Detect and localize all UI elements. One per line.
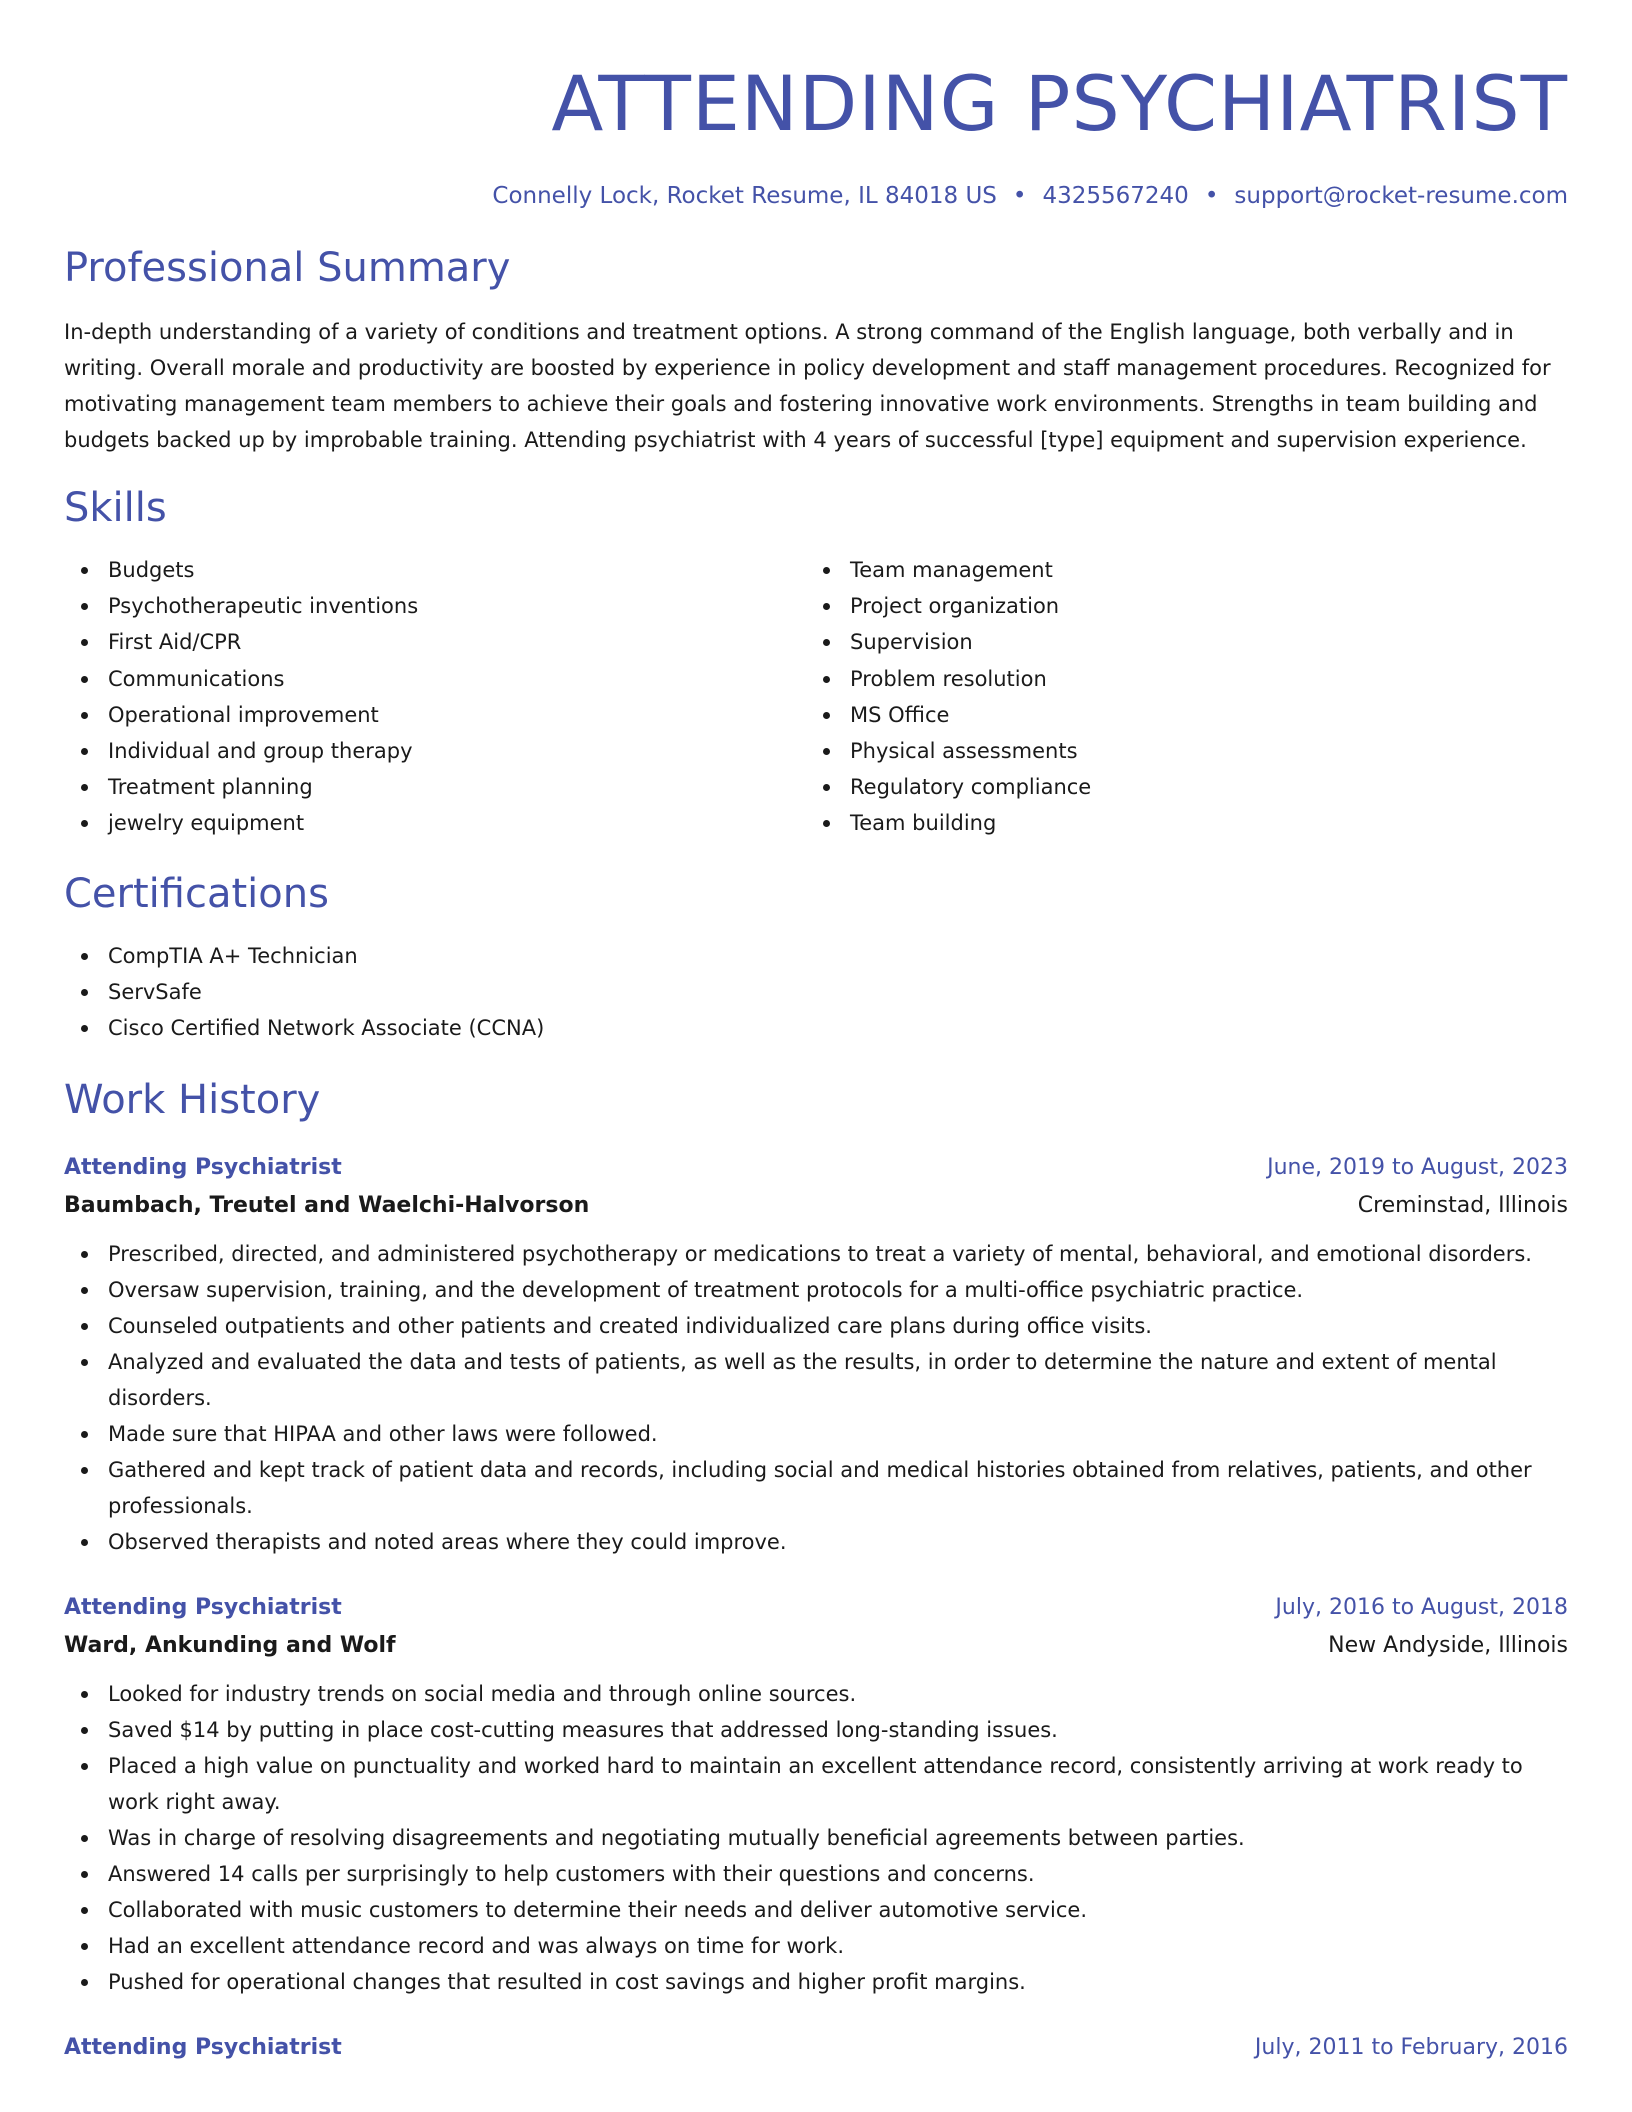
- skill-item: Communications: [64, 661, 806, 697]
- job-duty-item: Oversaw supervision, training, and the development of treatment protocols for a multi-office psychiatric practice.: [64, 1272, 1568, 1308]
- certification-item: Cisco Certified Network Associate (CCNA): [64, 1010, 1568, 1046]
- job-entry: [64, 2030, 1568, 2066]
- job-role-row: [64, 2030, 1568, 2066]
- job-duty-item: Placed a high value on punctuality and worked hard to maintain an excellent attendance record, consistently arriving at work ready to work right away.: [64, 1748, 1568, 1820]
- job-duty-item: Looked for industry trends on social media and through online sources.: [64, 1676, 1568, 1712]
- skills-column-left: [64, 552, 806, 842]
- contact-address: Connelly Lock, Rocket Resume, IL 84018 US: [492, 183, 997, 209]
- certification-item: ServSafe: [64, 974, 1568, 1010]
- job-duty-item: Prescribed, directed, and administered psychotherapy or medications to treat a variety of mental, behavioral, and emotional disorders.: [64, 1236, 1568, 1272]
- certifications-section: [64, 868, 1568, 1046]
- skills-list-left: [64, 552, 806, 842]
- skill-item: jewelry equipment: [64, 805, 806, 841]
- skill-item: Operational improvement: [64, 697, 806, 733]
- skill-item: Treatment planning: [64, 769, 806, 805]
- job-entry: [64, 1590, 1568, 2000]
- contact-separator: •: [1204, 183, 1219, 209]
- job-company-row: [64, 1626, 1568, 1666]
- skills-column-right: [806, 552, 1548, 842]
- skill-item: Physical assessments: [806, 733, 1548, 769]
- section-heading-certifications: Certifications: [64, 870, 329, 917]
- contact-separator: •: [1012, 183, 1027, 209]
- job-duty-item: Counseled outpatients and other patients and created individualized care plans during office visits.: [64, 1308, 1568, 1344]
- job-role: Attending Psychiatrist: [64, 1594, 342, 1620]
- skills-grid: [64, 552, 1568, 842]
- contact-email[interactable]: support@rocket-resume.com: [1234, 183, 1568, 209]
- job-duty-item: Pushed for operational changes that resulted in cost savings and higher profit margins.: [64, 1964, 1568, 2000]
- job-duty-item: Saved $14 by putting in place cost-cutting measures that addressed long-standing issues.: [64, 1712, 1568, 1748]
- contact-line: [64, 180, 1568, 212]
- job-duty-item: Observed therapists and noted areas where they could improve.: [64, 1524, 1568, 1560]
- job-duty-item: Had an excellent attendance record and was always on time for work.: [64, 1928, 1568, 1964]
- job-duty-item: Analyzed and evaluated the data and tests of patients, as well as the results, in order to determine the nature and extent of mental disorders.: [64, 1344, 1568, 1416]
- skill-item: Team management: [806, 552, 1548, 588]
- job-duties-list: [64, 1676, 1568, 2000]
- job-location: Creminstad, Illinois: [1357, 1192, 1568, 1218]
- summary-text: In-depth understanding of a variety of conditions and treatment options. A strong command of the English language, both verbally and in writing. Overall morale and productivity are boosted by experience in policy development and staff management procedures. Recognized for motivating management team members to achieve their goals and fostering innovative work environments. Strengths in team building and budgets backed up by improbable training. Attending psychiatrist with 4 years of successful [type] equipment and supervision experience.: [64, 320, 1551, 452]
- skill-item: Problem resolution: [806, 661, 1548, 697]
- job-role: Attending Psychiatrist: [64, 1154, 342, 1180]
- certification-item: CompTIA A+ Technician: [64, 938, 1568, 974]
- job-entry: [64, 1150, 1568, 1560]
- skill-item: Individual and group therapy: [64, 733, 806, 769]
- job-location: New Andyside, Illinois: [1328, 1632, 1568, 1658]
- job-dates: July, 2011 to February, 2016: [1254, 2034, 1568, 2060]
- job-duty-item: Collaborated with music customers to determine their needs and deliver automotive service.: [64, 1892, 1568, 1928]
- skill-item: MS Office: [806, 697, 1548, 733]
- job-duty-item: Gathered and kept track of patient data and records, including social and medical histories obtained from relatives, patients, and other professionals.: [64, 1452, 1568, 1524]
- professional-summary-section: [64, 242, 1568, 458]
- skill-item: Regulatory compliance: [806, 769, 1548, 805]
- job-role: Attending Psychiatrist: [64, 2034, 342, 2060]
- skill-item: Project organization: [806, 588, 1548, 624]
- skills-section: [64, 482, 1568, 842]
- job-company: Ward, Ankunding and Wolf: [64, 1632, 396, 1658]
- contact-phone: 4325567240: [1042, 183, 1189, 209]
- job-duty-item: Was in charge of resolving disagreements and negotiating mutually beneficial agreements between parties.: [64, 1820, 1568, 1856]
- skills-list-right: [806, 552, 1548, 842]
- work-history-section: [64, 1074, 1568, 2066]
- skill-item: Team building: [806, 805, 1548, 841]
- job-dates: July, 2016 to August, 2018: [1275, 1594, 1568, 1620]
- section-heading-skills: Skills: [64, 485, 167, 531]
- job-dates: June, 2019 to August, 2023: [1267, 1154, 1568, 1180]
- job-duty-item: Answered 14 calls per surprisingly to help customers with their questions and concerns.: [64, 1856, 1568, 1892]
- resume-header: [64, 56, 1568, 212]
- job-role-row: [64, 1150, 1568, 1186]
- job-duty-item: Made sure that HIPAA and other laws were followed.: [64, 1416, 1568, 1452]
- job-title-heading: ATTENDING PSYCHIATRIST: [551, 59, 1568, 148]
- section-heading-summary: Professional Summary: [64, 245, 511, 291]
- job-company: Baumbach, Treutel and Waelchi-Halvorson: [64, 1192, 590, 1218]
- skill-item: Budgets: [64, 552, 806, 588]
- skill-item: First Aid/CPR: [64, 624, 806, 660]
- skill-item: Supervision: [806, 624, 1548, 660]
- job-company-row: [64, 1186, 1568, 1226]
- job-duties-list: [64, 1236, 1568, 1560]
- certifications-list: [64, 938, 1568, 1046]
- job-role-row: [64, 1590, 1568, 1626]
- section-heading-work-history: Work History: [64, 1076, 321, 1123]
- skill-item: Psychotherapeutic inventions: [64, 588, 806, 624]
